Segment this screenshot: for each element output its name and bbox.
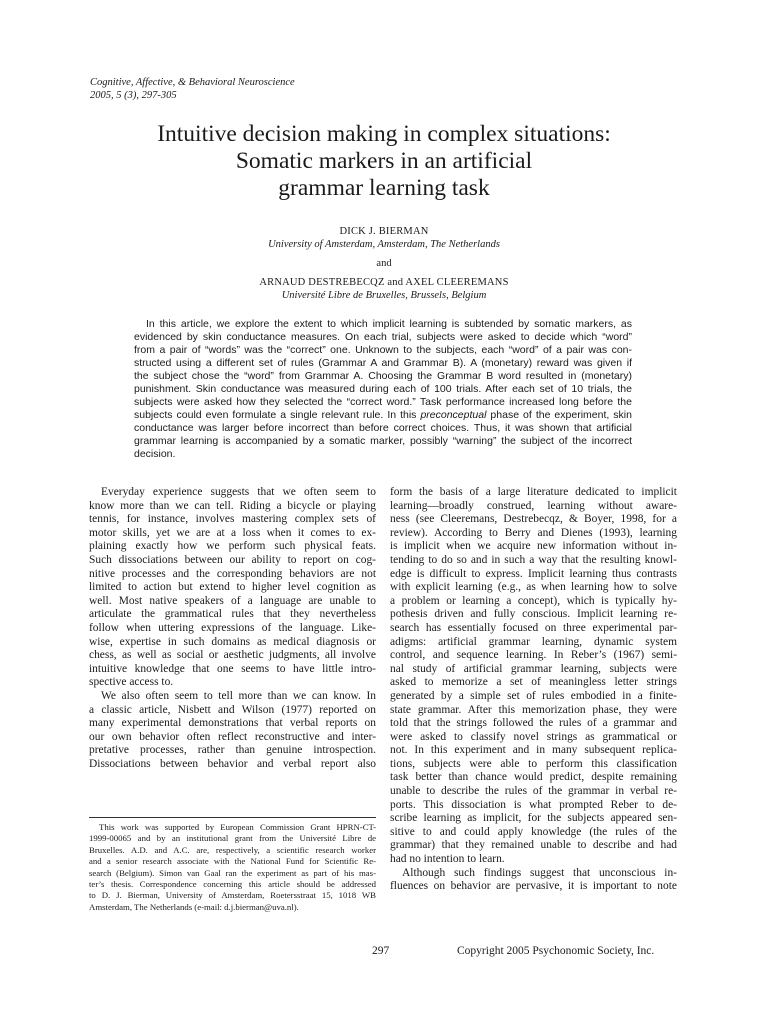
other-affiliation: Université Libre de Bruxelles, Brussels, Belgium — [281, 290, 487, 301]
abstract-line-head: subjects could even formulate a single relevant rule. In this — [134, 409, 417, 422]
article-title — [60, 121, 708, 202]
body-line: Such dissociations between our ability to report on cog- — [89, 553, 376, 566]
journal-citation: 2005, 5 (3), 297-305 — [90, 90, 177, 101]
abstract-line: evidenced by skin conductance measures. On each trial, subjects were asked to decide which “word” — [134, 331, 632, 344]
page-number: 297 — [372, 945, 390, 957]
body-line: edge is difficult to express. Implicit learning thus contrasts — [390, 567, 677, 580]
body-line: limited to action but extend to higher level cognition as — [89, 581, 376, 594]
abstract-line-tail: phase of the experiment, skin — [486, 409, 632, 422]
body-line: not. In this experiment and in many subsequent replica- — [390, 744, 677, 757]
abstract — [134, 318, 632, 462]
abstract-line: the subject chose the “word” from Grammar A. Choosing the Grammar B word resulted in (monetary) — [134, 370, 632, 383]
body-line: scribe learning as implicit, for the subjects appeared sen- — [390, 812, 677, 825]
abstract-line: punishment. Skin conductance was measured during each of 100 trials. After each set of 10 trials, the — [134, 383, 632, 396]
abstract-line: In this article, we explore the extent to which implicit learning is subtended by somatic markers, as — [146, 318, 632, 330]
footnote-line: search (Belgium). Simon van Gaal ran the experiment as part of his mas- — [89, 867, 376, 878]
abstract-emphasis: preconceptual — [420, 409, 487, 422]
footnote-line: ter’s thesis. Correspondence concerning this article should be addressed — [89, 879, 376, 890]
author-block — [60, 225, 708, 302]
footnote-rule — [89, 817, 376, 818]
journal-header — [90, 76, 295, 102]
first-author: DICK J. BIERMAN — [339, 226, 429, 237]
footnote-line: to D. J. Bierman, University of Amsterdam, Roetersstraat 15, 1018 WB — [89, 890, 376, 901]
body-line: tennis, for instance, involves mastering complex sets of — [89, 513, 376, 526]
abstract-line: conductance was larger before incorrect than before correct choices. Thus, it was shown that artificial — [134, 422, 632, 435]
body-line: ness (see Cleeremans, Destrebecqz, & Boyer, 1998, for a — [390, 513, 677, 526]
abstract-line: grammar learning is accompanied by a somatic marker, possibly “warning” the subject of the incorrect — [134, 435, 632, 448]
body-line: tending to do so and in such a way that the resulting knowl- — [390, 553, 677, 566]
body-line: intuitive knowledge that one seems to have little intro- — [89, 662, 376, 675]
body-column-right — [390, 486, 677, 894]
body-line: Dissociations between behavior and verbal report also — [89, 757, 376, 770]
body-line: adigms: artificial grammar learning, dynamic system — [390, 635, 677, 648]
body-line: unable to describe the rules of the grammar in verbal re- — [390, 785, 677, 798]
abstract-line: from a pair of “words” was the “correct” one. Unknown to the subjects, each “word” of a pair was con- — [134, 344, 632, 357]
body-line: our own behavior often reflect reconstructive and inter- — [89, 730, 376, 743]
other-authors: ARNAUD DESTREBECQZ and AXEL CLEEREMANS — [259, 277, 509, 288]
body-line: learning—broadly construed, learning without aware- — [390, 499, 677, 512]
abstract-line — [134, 409, 632, 422]
title-line: grammar learning task — [278, 175, 490, 201]
footnote-line: Amsterdam, The Netherlands (e-mail: d.j.bierman@uva.nl). — [89, 901, 299, 912]
title-line: Intuitive decision making in complex situations: — [157, 121, 611, 147]
body-line: articulate the grammatical rules that they nevertheless — [89, 608, 376, 621]
body-line: tions, subjects were able to perform this classification — [390, 757, 677, 770]
footnote-line: and a senior research associate with the National Fund for Scientific Re- — [89, 856, 376, 867]
copyright-notice: Copyright 2005 Psychonomic Society, Inc. — [457, 945, 655, 957]
body-line: nitive processes and the corresponding behaviors are not — [89, 567, 376, 580]
body-line: Everyday experience suggests that we often seem to — [101, 486, 376, 498]
body-line: grammar) that they remained unable to describe and had — [390, 839, 677, 852]
title-line: Somatic markers in an artificial — [235, 148, 533, 174]
body-line: follow when uttering expressions of the language. Like- — [89, 621, 376, 634]
body-column-left — [89, 486, 376, 771]
first-affiliation: University of Amsterdam, Amsterdam, The Netherlands — [268, 239, 500, 250]
body-line: wise, expertise in such domains as medical diagnosis or — [89, 635, 376, 648]
body-line: well. Most native speakers of a language are unable to — [89, 594, 376, 607]
body-line: told that the strings followed the rules of a grammar and — [390, 717, 677, 730]
body-line: many experimental demonstrations that verbal reports on — [89, 717, 376, 730]
body-line: is implicit when we acquire new information without in- — [390, 540, 677, 553]
body-line: We also often seem to tell more than we can know. In — [101, 689, 376, 702]
body-line: a classic article, Nisbett and Wilson (1977) reported on — [89, 703, 376, 716]
abstract-line: subjects were asked how they selected the “correct word.” Task performance increased long before the — [134, 396, 632, 409]
body-line: with explicit learning (e.g., as when learning how to solve — [390, 581, 677, 594]
body-line: form the basis of a large literature dedicated to implicit — [390, 486, 677, 498]
body-line: state grammar. After this memorization phase, they were — [390, 703, 677, 716]
body-line: chess, as well as social or aesthetic judgments, all involve — [89, 649, 376, 662]
abstract-line: decision. — [134, 448, 176, 461]
body-line: ports. This dissociation is what prompted Reber to de- — [390, 798, 677, 811]
body-line: asked to memorize a set of meaningless letter strings — [390, 676, 677, 689]
body-line: motor skills, yet we are at a loss when it comes to ex- — [89, 526, 376, 539]
body-line: task better than chance would predict, despite remaining — [390, 771, 677, 784]
body-line: plaining exactly how we perform such physical feats. — [89, 540, 376, 553]
body-line: were asked to classify novel strings as grammatical or — [390, 730, 677, 743]
journal-name: Cognitive, Affective, & Behavioral Neuroscience — [90, 77, 295, 88]
footnote-line: This work was supported by European Commission Grant HPRN-CT- — [99, 822, 376, 832]
body-line: review). According to Berry and Dienes (1993), learning — [390, 526, 677, 539]
footnote-line: 1999-00065 and by an institutional grant from the Université Libre de — [89, 833, 376, 844]
body-line: control, and sequence learning. In Reber’s (1967) semi- — [390, 649, 677, 662]
body-line: know more than we can tell. Riding a bicycle or playing — [89, 499, 376, 512]
footnote — [89, 822, 376, 913]
body-line: pretative processes, rather than genuine introspection. — [89, 744, 376, 757]
body-line: sitive to and could apply knowledge (the rules of the — [390, 825, 677, 838]
body-line: nal study of artificial grammar learning, subjects were — [390, 662, 677, 675]
body-line: spective access to. — [89, 676, 174, 689]
author-conjunction: and — [376, 258, 392, 269]
body-line: a problem or learning a concept), which is typically hy- — [390, 594, 677, 607]
body-line: fluences on behavior are pervasive, it is important to note — [390, 880, 677, 893]
abstract-line: structed using a different set of rules (Grammar A and Grammar B). A (monetary) reward was given if — [134, 357, 632, 370]
body-line: Although such findings suggest that unconscious in- — [402, 866, 677, 879]
body-line: search has essentially focused on three experimental par- — [390, 621, 677, 634]
footnote-line: Bruxelles. A.D. and A.C. are, respectively, a scientific research worker — [89, 844, 376, 855]
body-line: generated by a simple set of rules embodied in a finite- — [390, 689, 677, 702]
body-line: had no intention to learn. — [390, 853, 505, 866]
body-line: pothesis driven and fully conscious. Implicit learning re- — [390, 608, 677, 621]
